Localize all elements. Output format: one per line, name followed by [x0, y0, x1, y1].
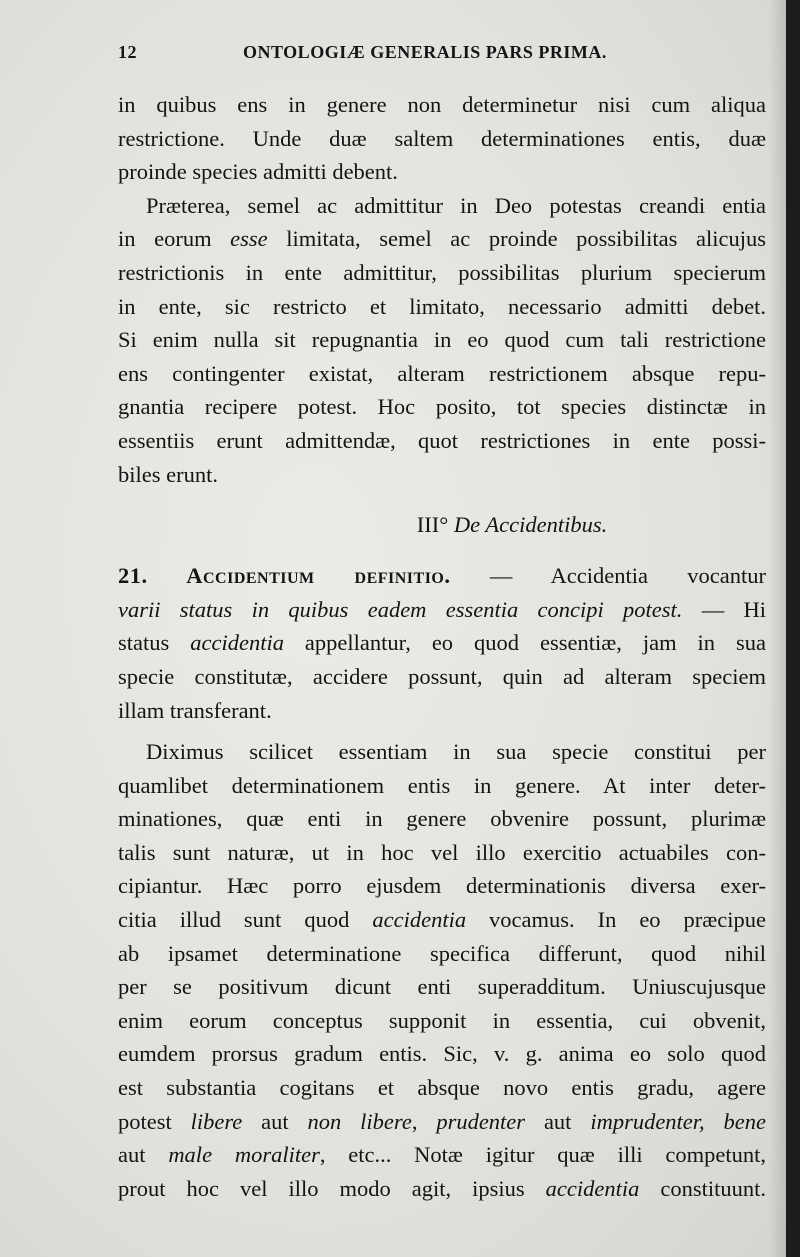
text-fragment: citia illud sunt quod: [118, 907, 350, 933]
text-line: cipiantur. Hæc porro ejusdem determinationis diversa exer-: [118, 873, 766, 899]
italic-term: libere: [190, 1108, 243, 1134]
text-fragment: limitata, semel ac proinde possibilitas alicujus: [286, 226, 766, 252]
dash: —: [489, 563, 513, 589]
text-line: [118, 1172, 766, 1206]
text-line: talis sunt naturæ, ut in hoc vel illo exercitio actuabiles con-: [118, 839, 766, 865]
text-line: [118, 1105, 766, 1139]
running-title: ONTOLOGIÆ GENERALIS PARS PRIMA.: [243, 42, 607, 62]
text-fragment: status: [118, 630, 170, 656]
italic-term: accidentia: [190, 630, 284, 656]
text-fragment: , etc... Notæ igitur quæ illi competunt,: [319, 1142, 766, 1168]
italic-term: imprudenter, bene: [590, 1108, 766, 1134]
text-line: in quibus ens in genere non determinetur nisi cum aliqua: [118, 92, 766, 117]
text-line: illam transferant.: [118, 697, 272, 723]
text-fragment: — Hi: [701, 596, 766, 622]
text-line: Diximus scilicet essentiam in sua specie constitui per: [146, 739, 766, 765]
text-line: [118, 903, 766, 937]
text-fragment: aut: [118, 1142, 146, 1168]
text-fragment: Accidentia vocantur: [550, 563, 766, 589]
text-line: [118, 1138, 766, 1172]
text-fragment: vocamus. In eo præcipue: [489, 907, 766, 933]
text-line: specie constitutæ, accidere possunt, quin ad alteram speciem: [118, 663, 766, 689]
text-line: est substantia cogitans et absque novo entis gradu, agere: [118, 1075, 766, 1101]
italic-term: esse: [230, 226, 268, 252]
text-line: biles erunt.: [118, 461, 218, 487]
text-line: proinde species admitti debent.: [118, 159, 398, 185]
text-line: restrictionis in ente admittitur, possibilitas plurium specierum: [118, 259, 766, 285]
text-fragment: prout hoc vel illo modo agit, ipsius: [118, 1175, 525, 1201]
running-header: [118, 42, 678, 72]
text-line: gnantia recipere potest. Hoc posito, tot species distinctæ in: [118, 394, 766, 420]
body-text: [118, 88, 766, 1205]
text-line: [118, 626, 766, 660]
text-line: enim eorum conceptus supponit in essentia, cui obvenit,: [118, 1007, 766, 1033]
definition-text: varii status in quibus eadem essentia concipi potest.: [118, 596, 683, 622]
text-fragment: ,: [411, 1108, 418, 1134]
text-fragment: potest: [118, 1108, 172, 1134]
section-heading: [118, 491, 766, 559]
page-number: 12: [118, 42, 137, 62]
text-line: quamlibet determinationem entis in genere. At inter deter-: [118, 772, 766, 798]
text-line: eumdem prorsus gradum entis. Sic, v. g. anima eo solo quod: [118, 1041, 766, 1067]
text-line: [118, 222, 766, 256]
text-fragment: aut: [261, 1108, 289, 1134]
text-fragment: in eorum: [118, 226, 212, 252]
italic-term: male moraliter: [168, 1142, 320, 1168]
text-line: Si enim nulla sit repugnantia in eo quod cum tali restrictione: [118, 327, 766, 353]
text-line: [118, 559, 766, 593]
binding-shadow: [768, 0, 786, 1257]
italic-term: non libere: [307, 1108, 412, 1134]
italic-term: accidentia: [545, 1175, 640, 1201]
italic-term: prudenter: [436, 1108, 526, 1134]
text-fragment: appellantur, eo quod essentiæ, jam in sua: [304, 630, 766, 656]
italic-term: accidentia: [372, 907, 467, 933]
text-line: per se positivum dicunt enti superadditum. Uniuscujusque: [118, 974, 766, 1000]
text-line: restrictione. Unde duæ saltem determinationes entis, duæ: [118, 125, 766, 151]
paragraph-heading: 21. Accidentium definitio.: [118, 563, 451, 589]
text-line: [118, 593, 766, 627]
text-line: Præterea, semel ac admittitur in Deo potestas creandi entia: [146, 192, 766, 218]
text-fragment: constituunt.: [660, 1175, 766, 1201]
text-fragment: aut: [543, 1108, 572, 1134]
text-line: in ente, sic restricto et limitato, necessario admitti debet.: [118, 293, 766, 319]
text-line: ens contingenter existat, alteram restrictionem absque repu-: [118, 360, 766, 386]
text-line: ab ipsamet determinatione specifica differunt, quod nihil: [118, 940, 766, 966]
text-line: minationes, quæ enti in genere obvenire possunt, plurimæ: [118, 806, 766, 832]
section-number: III°: [416, 512, 449, 538]
section-title: De Accidentibus.: [453, 512, 608, 538]
text-line: essentiis erunt admittendæ, quot restrictiones in ente possi-: [118, 427, 766, 453]
